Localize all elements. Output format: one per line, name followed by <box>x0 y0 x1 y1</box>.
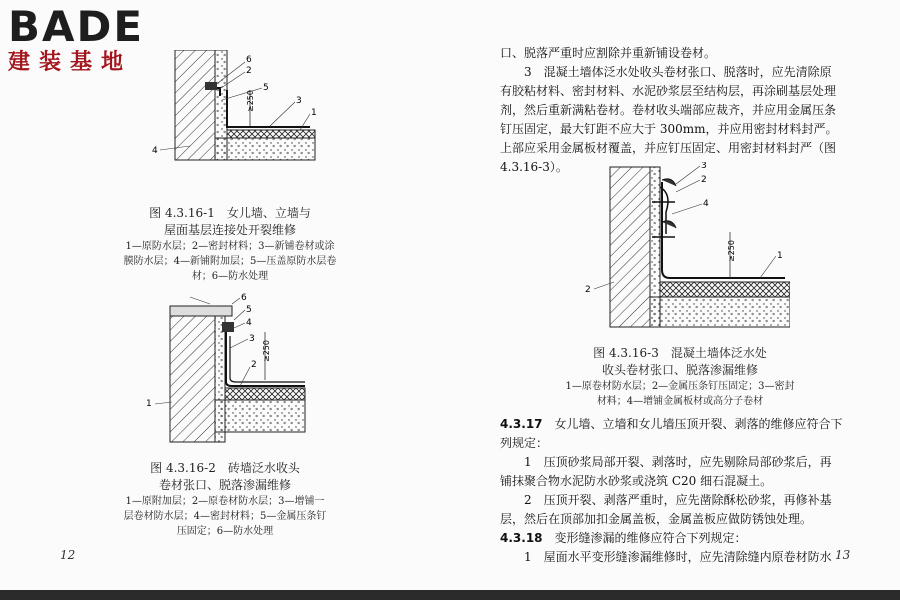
fig1-label-4: 4 <box>152 146 158 156</box>
right-page <box>450 0 900 590</box>
s2-line2: 层，然后在顶部加扣金属盖板，金属盖板应做防锈蚀处理。 <box>500 512 813 526</box>
sec418-number: 4.3.18 <box>500 531 543 545</box>
fig1-caption <box>115 205 345 284</box>
fig2-note-line2: 层卷材防水层；4—密封材料；5—金属压条钉 <box>123 511 327 522</box>
fig3-label-3: 3 <box>701 162 707 171</box>
item3-line5: 上部应采用金属板材覆盖，并应钉压固定、用密封材料封严（图 <box>500 141 837 155</box>
right-bottom-text <box>500 415 895 567</box>
sec417-text: 女儿墙、立墙和女儿墙压顶开裂、剥落的维修应符合下 <box>554 417 843 431</box>
sec418-text: 变形缝渗漏的维修应符合下列规定： <box>554 531 747 545</box>
left-page <box>0 0 450 590</box>
fig3-label-4: 4 <box>703 199 709 209</box>
bottom-border <box>0 590 900 600</box>
s1-line2: 铺抹聚合物水泥防水砂浆或浇筑 C20 细石混凝土。 <box>500 474 773 488</box>
figure-4-3-16-3 <box>580 162 790 337</box>
fig2-label-6: 6 <box>241 293 247 303</box>
logo-subtitle: 建装基地 <box>8 50 133 75</box>
fig3-title-line2: 收头卷材张口、脱落渗漏维修 <box>601 363 758 377</box>
sec417-line2: 列规定： <box>500 436 549 450</box>
fig1-label-2: 2 <box>246 66 252 76</box>
s1-text: 压顶砂浆局部开裂、剥落时，应先剔除局部砂浆后，再 <box>543 455 832 469</box>
item3-text: 混凝土墙体泛水处收头卷材张口、脱落时，应先清除原 <box>543 65 832 79</box>
fig3-label-2: 2 <box>585 285 591 295</box>
item3-line1 <box>500 63 895 82</box>
sec417-line1 <box>500 415 895 434</box>
fig1-note-line2: 膜防水层；4—新铺附加层；5—压盖原防水层卷 <box>123 256 337 267</box>
s1-line1 <box>500 453 895 472</box>
fig1-label-3: 3 <box>296 96 302 106</box>
item3-line6: 4.3.16-3）。 <box>500 160 568 174</box>
bade-logo <box>8 2 145 76</box>
fig1-dim: ≥250 <box>246 90 255 112</box>
fig3-caption <box>545 345 815 409</box>
s2-number: 2 <box>524 493 532 507</box>
fig1-title-line2: 屋面基层连接处开裂维修 <box>163 223 296 237</box>
fig2-label-1: 1 <box>146 399 152 409</box>
fig3-dim: ≥250 <box>727 240 736 262</box>
right-top-text <box>500 44 895 177</box>
fig2-title-line1: 图 4.3.16-2 砖墙泛水收头 <box>150 461 300 475</box>
s3-text: 屋面水平变形缝渗漏维修时，应先清除缝内原卷材防水 <box>543 550 832 564</box>
figure-4-3-16-2 <box>140 292 320 452</box>
fig1-note-line3: 材；6—防水处理 <box>191 271 269 282</box>
fig1-title-line1: 图 4.3.16-1 女儿墙、立墙与 <box>149 206 311 220</box>
s1-number: 1 <box>524 455 532 469</box>
fig1-label-5: 5 <box>263 83 269 93</box>
s2-line1 <box>500 491 895 510</box>
sec418-line1 <box>500 529 895 548</box>
fig2-dim: ≥250 <box>262 340 271 362</box>
continuation-line: 口、脱落严重时应割除并重新铺设卷材。 <box>500 46 717 60</box>
fig2-note-line3: 压固定；6—防水处理 <box>176 526 274 537</box>
fig3-label-2-upper: 2 <box>701 175 707 185</box>
figure-4-3-16-1 <box>150 50 320 190</box>
fig3-note-line1: 1—原卷材防水层；2—金属压条钉压固定；3—密封 <box>565 381 795 392</box>
s2-text: 压顶开裂、剥落严重时，应先凿除酥松砂浆，再修补基 <box>543 493 832 507</box>
sec417-number: 4.3.17 <box>500 417 543 431</box>
fig2-label-3: 3 <box>249 334 255 344</box>
fig3-note-line2: 材料；4—增铺金属板材或高分子卷材 <box>596 396 764 407</box>
fig2-title-line2: 卷材张口、脱落渗漏维修 <box>158 478 291 492</box>
fig1-label-1: 1 <box>311 108 317 118</box>
fig2-label-2: 2 <box>251 360 257 370</box>
item3-line4: 钉压固定，最大钉距不应大于 300mm，并应用密封材料封严。 <box>500 122 838 136</box>
fig3-title-line1: 图 4.3.16-3 混凝土墙体泛水处 <box>593 346 767 360</box>
fig2-label-4: 4 <box>246 318 252 328</box>
right-page-number: 13 <box>835 548 851 562</box>
fig3-label-1: 1 <box>777 251 783 261</box>
s3-number: 1 <box>524 550 532 564</box>
fig1-label-6: 6 <box>246 55 252 65</box>
logo-brand: BADE <box>8 2 145 51</box>
item3-line2: 有胶粘材料、密封材料、水泥砂浆层至结构层，再涂刷基层处理 <box>500 84 837 98</box>
item3-number: 3 <box>524 65 532 79</box>
fig1-note-line1: 1—原防水层；2—密封材料；3—新铺卷材或涂 <box>125 241 335 252</box>
fig2-caption <box>110 460 340 539</box>
fig2-note-line1: 1—原附加层；2—原卷材防水层；3—增铺一 <box>125 496 325 507</box>
left-page-number: 12 <box>60 548 76 562</box>
fig2-label-5: 5 <box>246 305 252 315</box>
item3-line3: 剂，然后重新满粘卷材。卷材收头端部应裁齐，并应用金属压条 <box>500 103 837 117</box>
